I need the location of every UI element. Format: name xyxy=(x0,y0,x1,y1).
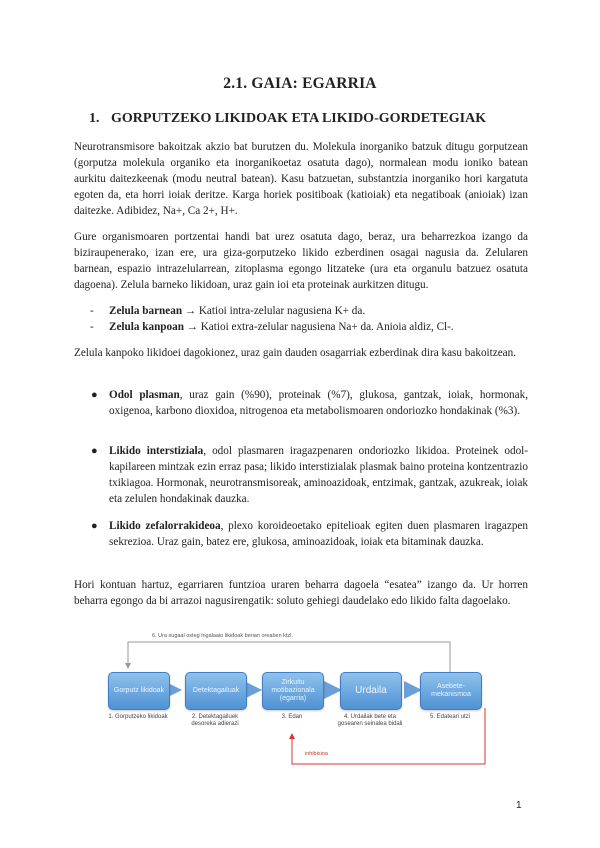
bullet-list xyxy=(90,443,528,507)
dash-item-bold: Zelula kanpoan xyxy=(109,321,184,333)
paragraph-3: Zelula kanpoko likidoei dagokionez, uraz gain dauden osagarriak ezberdinak dira kasu bakoitzean. xyxy=(74,347,517,359)
dash-item-text: → Katioi intra-zelular nagusiena K+ da. xyxy=(182,305,366,317)
dash-item-text: → Katioi extra-zelular nagusiena Na+ da. Anioia aldiz, Cl-. xyxy=(183,321,454,333)
box-body-fluids: Gorputz likidoak xyxy=(108,672,170,710)
section-heading xyxy=(89,111,486,127)
thirst-cycle-diagram xyxy=(100,628,510,778)
bullet-list xyxy=(90,387,528,419)
feedback-label: 6. Ura sugaal osteg ingalaaio likidoak berian oreaben ktzl. xyxy=(152,633,293,639)
box-satiety: Asebete-mekanismoa xyxy=(420,672,482,710)
page-title: 2.1. GAIA: EGARRIA xyxy=(223,75,377,92)
section-title: GORPUTZEKO LIKIDOAK ETA LIKIDO-GORDETEGIAK xyxy=(111,111,487,126)
dash-mark: - xyxy=(90,305,94,317)
paragraph-1: Neurotransmisore bakoitzak akzio bat burutzen du. Molekula inorganiko batzuk ditugu gorputzean (gorputza molekula organiko eta inorganikoetaz osatuta dago), normalean modu ioniko batean aurkitu daitezkeenak (modu neutral batean). Kasu batzuetan, substantzia inorganiko hori kargatuta egoten da, eta horri ioiak deritze. Karga horiek positiboak (katioiak) eta negatiboak (anioiak) izan daitezke. Adibidez, Na+, Ca 2+, H+. xyxy=(74,141,528,217)
bullet-item-bold: Likido interstiziala xyxy=(109,445,204,457)
bullet-item-bold: Odol plasman xyxy=(109,389,180,401)
bullet-item xyxy=(90,518,528,550)
step-label: 1. Gorputzeko likidoak xyxy=(108,714,168,720)
bullet-item xyxy=(90,443,528,507)
inhibition-label: inhibisioa xyxy=(305,751,328,757)
dash-mark: - xyxy=(90,321,94,333)
dash-item xyxy=(90,303,530,319)
paragraph-4: Hori kontuan hartuz, egarriaren funtzioa uraren beharra dagoela “esatea” izango da. Ur horren beharra egongo da bi arrazoi nagusirengatik: soluto gehiegi daudelako edo likido falta dagoelako. xyxy=(74,579,528,607)
bullet-dot: ● xyxy=(91,389,98,401)
bullet-item-bold: Likido zefalorrakideoa xyxy=(109,520,221,532)
page-number: 1 xyxy=(516,800,522,811)
section-number: 1. xyxy=(89,111,100,126)
dash-item-bold: Zelula barnean xyxy=(109,305,183,317)
box-motivational-circuit: Zirkuitu motibazionala (egarria) xyxy=(262,672,324,710)
step-label: 2. Detektagailuek desoreka adierazi xyxy=(191,714,239,727)
dash-list xyxy=(90,303,530,335)
step-label: 5. Edateari utzi xyxy=(429,714,471,720)
bullet-item xyxy=(90,387,528,419)
dash-item xyxy=(90,319,530,335)
bullet-dot: ● xyxy=(91,445,98,457)
bullet-item-text: , odol plasmaren iragazpenaren ondoriozko likidoa. Proteinek odol-kapilareen mintzak ezin erraz pasa; likido interstizialak plasmak baino proteina kontzentrazio txikiagoa. Hormonak, neurotransmisoreak, aminoazidoak, entzimak, gantzak, azukreak, ioiak eta zelulen hondakinak dauzka. xyxy=(109,445,528,505)
box-detectors: Detektagailuak xyxy=(185,672,247,710)
step-label: 4. Urdailak bete eta gosearen seinalea bidali xyxy=(337,714,403,727)
bullet-item-text: , uraz gain (%90), proteinak (%7), glukosa, gantzak, ioiak, hormonak, oxigenoa, karbono dioxidoa, nitrogenoa eta metabolismoaren ondoriozko hondakinak (%3). xyxy=(109,389,529,417)
bullet-item-text: , plexo koroideoetako epitelioak egiten duen plasmaren iragazpen sekrezioa. Uraz gain, batez ere, glukosa, aminoazidoak, ioiak eta bitaminak dauzka. xyxy=(109,520,528,548)
box-stomach: Urdaila xyxy=(340,672,402,710)
paragraph-2: Gure organismoaren portzentai handi bat urez osatuta dago, beraz, ura beharrezkoa izango da biziraupenerako, izan ere, ura giza-gorputzeko likido ezberdinen osagai nagusia da. Zelularen barnean, espazio intrazelularrean, zitoplasma egongo litzateke (ura eta organulu batzuez osatuta dagoena). Zelula barneko likidoan, uraz gain ioi eta proteinak aurkitzen ditugu. xyxy=(74,231,528,291)
feedback-loop-line xyxy=(128,642,450,672)
bullet-dot: ● xyxy=(91,520,98,532)
bullet-list xyxy=(90,518,528,550)
step-label: 3. Edan xyxy=(281,714,303,720)
